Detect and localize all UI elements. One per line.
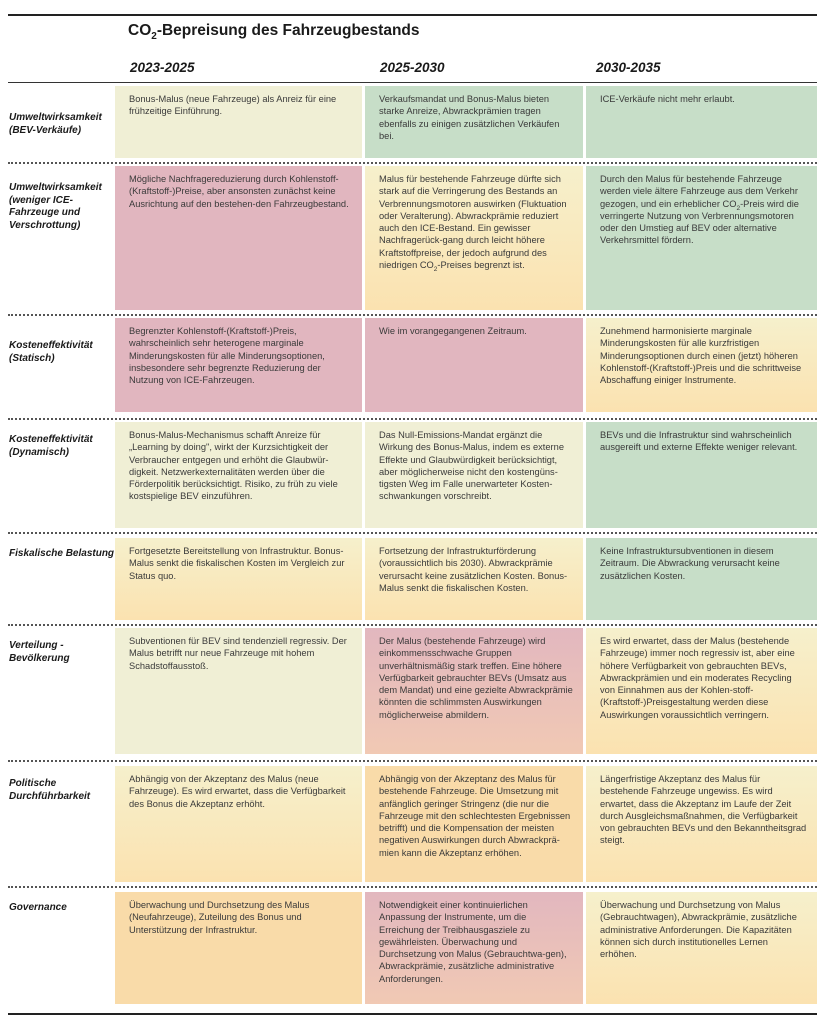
row-label-fiskalische-belastung: Fiskalische Belastung bbox=[9, 548, 115, 559]
cell-r6-c3: Es wird erwartet, dass der Malus (bestehende Fahrzeuge) immer noch regressiv ist, aber eine höhere Verfügbarkeit von gebrauchten BEVs, Abwrackprämien und ein moderates Recycling von Einnahmen aus der Kohlen-stoff-(Kraftstoff-)Preisgestaltung werden diese Auswirkungen voraussichtlich verringern. bbox=[586, 628, 817, 754]
period-header-2: 2025-2030 bbox=[380, 60, 445, 75]
row-label-umweltwirksamkeit-ice: Umweltwirksamkeit (weniger ICE-Fahrzeuge und Verschrottung) bbox=[9, 182, 102, 231]
cell-r3-c2: Wie im vorangegangenen Zeitraum. bbox=[365, 318, 583, 412]
cell-r2-c3: Durch den Malus für bestehende Fahrzeuge werden viele ältere Fahrzeuge aus dem Verkehr gezogen, und ein erheblicher $CO_2$-Preis wird die verringerte Nutzung von Verbrennungsmotoren oder den Umstieg auf BEV oder alternative Verkehrsmittel fördern. bbox=[586, 166, 817, 310]
row-divider bbox=[8, 886, 817, 888]
page-title: $CO_2$-Bepreisung des Fahrzeugbestands bbox=[128, 22, 420, 43]
cell-r5-c1: Fortgesetzte Bereitstellung von Infrastruktur. Bonus-Malus senkt die fiskalischen Kosten im Vergleich zur Status quo. bbox=[115, 538, 362, 620]
cell-r1-c3: ICE-Verkäufe nicht mehr erlaubt. bbox=[586, 86, 817, 158]
cell-r6-c1: Subventionen für BEV sind tendenziell regressiv. Der Malus betrifft nur neue Fahrzeuge mit hohem Schadstoffausstoß. bbox=[115, 628, 362, 754]
cell-r3-c1: Begrenzter Kohlenstoff-(Kraftstoff-)Preis, wahrscheinlich sehr heterogene marginale Minderungskosten für alle Minderungsoptionen, insbesondere sehr begrenzte Reduzierung der Nutzung von ICE-Fahrzeugen. bbox=[115, 318, 362, 412]
cell-r1-c2: Verkaufsmandat und Bonus-Malus bieten starke Anreize, Abwrackprämien tragen ebenfalls zu einigen zusätzlichen Verkäufen bei. bbox=[365, 86, 583, 158]
period-header-3: 2030-2035 bbox=[596, 60, 661, 75]
cell-r7-c2: Abhängig von der Akzeptanz des Malus für bestehende Fahrzeuge. Die Umsetzung mit anfänglich geringer Stringenz (die nur die Fahrzeuge mit den schlechtesten Ergebnissen betrifft) und die Kompensation der meisten negativen Auswirkungen durch Abwrackprä-mien kann die Akzeptanz erhöhen. bbox=[365, 766, 583, 882]
cell-r6-c2: Der Malus (bestehende Fahrzeuge) wird einkommensschwache Gruppen unverhältnismäßig stark treffen. Eine höhere Verfügbarkeit gebrauchter BEVs (Umsatz aus dem Mandat) und eine gezielte Abwrackprämie könnten die schlimmsten Auswirkungen möglicherweise abmildern. bbox=[365, 628, 583, 754]
cell-r4-c2: Das Null-Emissions-Mandat ergänzt die Wirkung des Bonus-Malus, indem es externe Effekte und Glaubwürdigkeit berücksichtigt, aber möglicherweise nicht den kostengüns-tigsten Weg im Falle unerwarteter Kosten-schwankungen vorschreibt. bbox=[365, 422, 583, 528]
cell-r2-c2: Malus für bestehende Fahrzeuge dürfte sich stark auf die Verringerung des Bestands an Verbrennungsmotoren auswirken (Fluktuation oder Veralterung). Abwrackprämie reduziert auch den ICE-Bestand. Ein gewisser Nachfragerück-gang durch leicht höhere Kraftstoffpreise, der jedoch aufgrund des niedrigen $CO_2$-Preises begrenzt ist. bbox=[365, 166, 583, 310]
header-rule bbox=[8, 82, 817, 83]
cell-r4-c1: Bonus-Malus-Mechanismus schafft Anreize für „Learning by doing", wirkt der Kurzsichtigkeit der Verbraucher entgegen und erhöht die Glaubwür-digkeit. Netzwerkexternalitäten werden über die Förderpolitik berücksichtigt. Risiko, zu früh zu viele kostspielige BEV einzuführen. bbox=[115, 422, 362, 528]
cell-r8-c1: Überwachung und Durchsetzung des Malus (Neufahrzeuge), Zuteilung des Bonus und Unterstützung der Infrastruktur. bbox=[115, 892, 362, 1004]
top-rule bbox=[8, 14, 817, 16]
row-label-umweltwirksamkeit-bev: Umweltwirksamkeit (BEV-Verkäufe) bbox=[9, 112, 102, 136]
row-label-verteilung-bevoelkerung: Verteilung - Bevölkerung bbox=[9, 640, 70, 664]
cell-r8-c2: Notwendigkeit einer kontinuierlichen Anpassung der Instrumente, um die Erreichung der Treibhausgasziele zu gewährleisten. Überwachung und Durchsetzung von Malus (Gebrauchtwa-gen), Abwrackprämie, zusätzliche administrative Anforderungen. bbox=[365, 892, 583, 1004]
cell-r8-c3: Überwachung und Durchsetzung von Malus (Gebrauchtwagen), Abwrackprämie, zusätzliche administrative Anforderungen. Die Kapazitäten können sich durch institutionelles Lernen erhöhen. bbox=[586, 892, 817, 1004]
row-divider bbox=[8, 532, 817, 534]
cell-r3-c3: Zunehmend harmonisierte marginale Minderungskosten für alle kurzfristigen Minderungsoptionen durch einen (jetzt) höheren Kohlenstoff-(Kraftstoff-)Preis und die schrittweise Abschaffung einiger Instrumente. bbox=[586, 318, 817, 412]
period-header-1: 2023-2025 bbox=[130, 60, 195, 75]
row-label-governance: Governance bbox=[9, 902, 67, 913]
cell-r7-c1: Abhängig von der Akzeptanz des Malus (neue Fahrzeuge). Es wird erwartet, dass die Verfügbarkeit des Bonus die Akzeptanz erhöht. bbox=[115, 766, 362, 882]
row-divider bbox=[8, 162, 817, 164]
bottom-rule bbox=[8, 1013, 817, 1015]
cell-r4-c3: BEVs und die Infrastruktur sind wahrscheinlich ausgereift und externe Effekte weniger relevant. bbox=[586, 422, 817, 528]
cell-r5-c2: Fortsetzung der Infrastrukturförderung (voraussichtlich bis 2030). Abwrackprämie verursacht keine zusätzlichen Kosten. Bonus-Malus senkt die fiskalischen Kosten. bbox=[365, 538, 583, 620]
row-divider bbox=[8, 314, 817, 316]
row-label-kosteneffektivitaet-statisch: Kosteneffektivität (Statisch) bbox=[9, 340, 93, 364]
row-divider bbox=[8, 418, 817, 420]
cell-r1-c1: Bonus-Malus (neue Fahrzeuge) als Anreiz für eine frühzeitige Einführung. bbox=[115, 86, 362, 158]
cell-r7-c3: Längerfristige Akzeptanz des Malus für bestehende Fahrzeuge ungewiss. Es wird erwartet, dass die Akzeptanz im Laufe der Zeit durch Ausgleichsmaßnahmen, die Verfügbarkeit von gebrauchten BEVs und den Bekanntheitsgrad steigt. bbox=[586, 766, 817, 882]
row-divider bbox=[8, 760, 817, 762]
cell-r2-c1: Mögliche Nachfragereduzierung durch Kohlenstoff-(Kraftstoff-)Preise, aber ansonsten zunächst keine Ausrichtung auf den bestehen-den Fahrzeugbestand. bbox=[115, 166, 362, 310]
row-label-politische-durchfuehrbarkeit: Politische Durchführbarkeit bbox=[9, 778, 91, 802]
row-label-kosteneffektivitaet-dynamisch: Kosteneffektivität (Dynamisch) bbox=[9, 434, 93, 458]
cell-r5-c3: Keine Infrastruktursubventionen in diesem Zeitraum. Die Abwrackung verursacht keine zusätzlichen Kosten. bbox=[586, 538, 817, 620]
row-divider bbox=[8, 624, 817, 626]
